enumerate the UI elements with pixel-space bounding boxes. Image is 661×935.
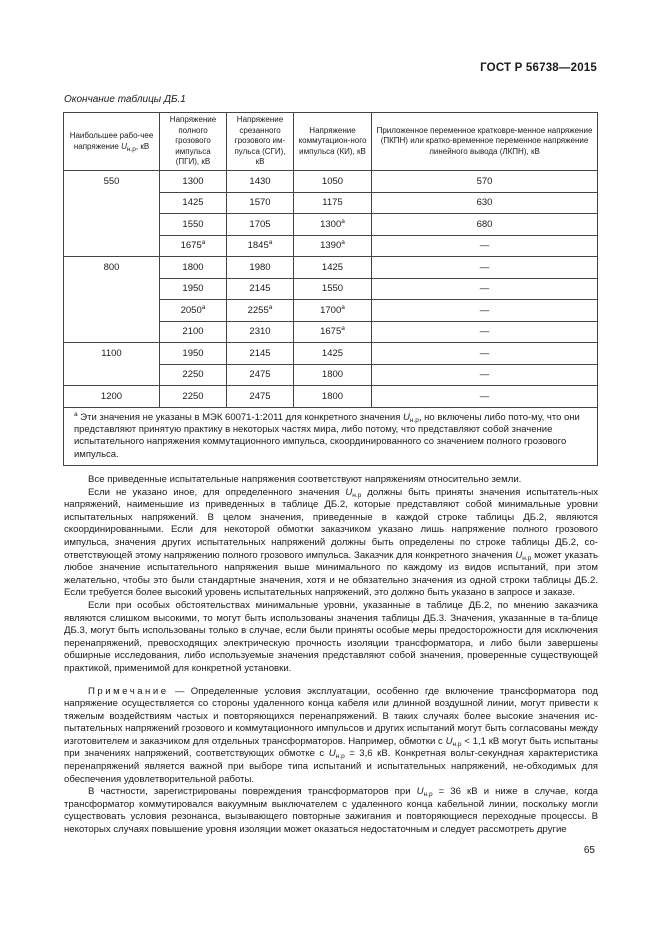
footnote-mark: a xyxy=(201,303,206,311)
note-label: Примечание xyxy=(88,685,169,697)
cell-sgi: 1430 xyxy=(227,171,294,193)
cell-ki: 1425 xyxy=(294,343,372,365)
cell-kpn: — xyxy=(372,300,598,322)
table-row xyxy=(64,214,598,236)
cell-pgi: 1300 xyxy=(160,171,227,193)
table-footnote: $^a$ Эти значения не указаны в МЭК 60071-1:2011 для конкретного значения $U_{н.р}$, но включены либо пото-му, что они представляют принятую практику в некоторых частях мира, либо потому, что представляют собой значение испытательного напряжения коммутационного импульса, скоординированного со значением полного грозового импульса. xyxy=(64,407,598,466)
cell-um xyxy=(64,300,160,322)
cell-um: 550 xyxy=(64,171,160,193)
cell-pgi: 1950 xyxy=(160,343,227,365)
cell-sgi: 1845$^a$ xyxy=(227,235,294,257)
cell-ki: 1175 xyxy=(294,192,372,214)
cell-pgi: 2100 xyxy=(160,321,227,343)
cell-um xyxy=(64,364,160,386)
cell-sgi: 1570 xyxy=(227,192,294,214)
table-row xyxy=(64,321,598,343)
column-header-ki: Напряжение коммутацион-ного импульса (КИ), кВ xyxy=(294,113,372,171)
cell-sgi: 2310 xyxy=(227,321,294,343)
document-header: ГОСТ Р 56738—2015 xyxy=(480,62,597,74)
table-caption: Окончание таблицы ДБ.1 xyxy=(64,94,186,105)
cell-ki: 1425 xyxy=(294,257,372,279)
cell-kpn: — xyxy=(372,343,598,365)
column-header-sgi: Напряжение срезанного грозового им-пульса (СГИ), кВ xyxy=(227,113,294,171)
cell-um: 1200 xyxy=(64,386,160,408)
cell-pgi: 1950 xyxy=(160,278,227,300)
table-row xyxy=(64,171,598,193)
cell-ki: 1800 xyxy=(294,386,372,408)
cell-kpn: 680 xyxy=(372,214,598,236)
cell-kpn: 630 xyxy=(372,192,598,214)
column-header-kpn: Приложенное переменное кратковре-менное напряжение (ПКПН) или кратко-временное переменное напряжение линейного вывода (ЛКПН), кВ xyxy=(372,113,598,171)
cell-kpn: — xyxy=(372,364,598,386)
cell-kpn: — xyxy=(372,386,598,408)
cell-pgi: 2050$^a$ xyxy=(160,300,227,322)
table-row xyxy=(64,343,598,365)
cell-um: 1100 xyxy=(64,343,160,365)
note-paragraph: Примечание — Определенные условия эксплуатации, особенно где включение трансформатора под напряжение осуществляется со стороны удаленного конца кабеля или длинной воздушной линии, могут привести к тяжелым воздействиям частых и повторяющихся перенапряжений. В таких случаях более высокие значения ис-пытательных напряжений грозового и коммутационного импульсов и других испытаний могут быть согласованы между изготовителем и заказчиком для отдельных трансформаторов. Например, обмотки с $U_{н.р} < 1,1$ кВ могут быть испытаны при значениях напряжений, соответствующих обмотке с $U_{н.р} = 3,6$ кВ. Конкретная вольт-секундная характеристика перенапряжений является важной при выборе типа испытаний и испытательных напряжений, не-обходимых для обеспечения удовлетворительной работы. xyxy=(64,685,599,785)
footnote-mark: a xyxy=(268,239,273,247)
cell-ki: 1800 xyxy=(294,364,372,386)
table-row xyxy=(64,300,598,322)
cell-ki: 1050 xyxy=(294,171,372,193)
paragraph: Если при особых обстоятельствах минимальные уровни, указанные в таблице ДБ.2, по мнению заказчика являются слишком высокими, то могут быть использованы значения таблицы ДБ.3. Значения, указанные в та-блице ДБ.3, могут быть использованы только в случае, если были приняты особые меры предосторожности для исключения перенапряжений, превосходящих электрическую прочность изоляции трансформатора, и либо были завершены обширные исследования, либо используемые значения представляют собой значения, проверенные существующей практикой, применимой для конкретной установки. xyxy=(64,599,598,674)
page-number: 65 xyxy=(583,845,595,856)
cell-sgi: 1705 xyxy=(227,214,294,236)
cell-kpn: — xyxy=(372,278,598,300)
cell-kpn: — xyxy=(372,257,598,279)
column-header-pgi: Напряжение полного грозового импульса (ПГИ), кВ xyxy=(160,113,227,171)
footnote-mark: a xyxy=(341,217,345,225)
cell-pgi: 1425 xyxy=(160,192,227,214)
cell-sgi: 1980 xyxy=(227,257,294,279)
table-row xyxy=(64,386,598,408)
cell-kpn: — xyxy=(372,321,598,343)
cell-sgi: 2145 xyxy=(227,278,294,300)
cell-um xyxy=(64,214,160,236)
cell-ki: 1550 xyxy=(294,278,372,300)
cell-um xyxy=(64,192,160,214)
footnote-mark: a xyxy=(341,239,345,247)
table-row xyxy=(64,278,598,300)
table-row xyxy=(64,192,598,214)
body-text xyxy=(64,474,598,837)
cell-pgi: 2250 xyxy=(160,364,227,386)
footnote-mark: a xyxy=(341,325,345,333)
cell-pgi: 2250 xyxy=(160,386,227,408)
footnote-mark: a xyxy=(201,239,206,247)
paragraph: Все приведенные испытательные напряжения соответствуют напряжениям относительно земли. xyxy=(88,474,522,485)
cell-pgi: 1800 xyxy=(160,257,227,279)
table-row xyxy=(64,364,598,386)
cell-pgi: 1550 xyxy=(160,214,227,236)
table-row xyxy=(64,257,598,279)
cell-ki: 1300$^a$ xyxy=(294,214,372,236)
test-voltage-table xyxy=(63,112,598,466)
cell-um xyxy=(64,278,160,300)
cell-kpn: — xyxy=(372,235,598,257)
table-footnote-row xyxy=(64,407,598,466)
footnote-mark: a xyxy=(268,303,273,311)
cell-sgi: 2145 xyxy=(227,343,294,365)
cell-um: 800 xyxy=(64,257,160,279)
cell-sgi: 2475 xyxy=(227,364,294,386)
cell-sgi: 2255$^a$ xyxy=(227,300,294,322)
cell-um xyxy=(64,235,160,257)
column-header-um: Наибольшее рабо-чее напряжение $U_{н.р}$, кВ xyxy=(64,113,160,171)
paragraph: В частности, зарегистрированы повреждения трансформаторов при $U_{н.р} = 36$ кВ и ниже в случае, когда трансформатор коммутировался вакуумным выключателем с удаленного конца кабельной линии, поскольку могли существовать условия резонанса, вызывающего повторные зажигания и повторяющиеся переходные процессы. В некоторых случаях повышение уровня изоляции может оказаться недостаточным и следует рассмотреть другие xyxy=(64,786,598,836)
table-row xyxy=(64,235,598,257)
cell-ki: 1700$^a$ xyxy=(294,300,372,322)
cell-pgi: 1675$^a$ xyxy=(160,235,227,257)
table-header-row xyxy=(64,113,598,171)
cell-kpn: 570 xyxy=(372,171,598,193)
cell-sgi: 2475 xyxy=(227,386,294,408)
cell-ki: 1675$^a$ xyxy=(294,321,372,343)
cell-ki: 1390$^a$ xyxy=(294,235,372,257)
footnote-mark: a xyxy=(341,303,345,311)
cell-um xyxy=(64,321,160,343)
paragraph: Если не указано иное, для определенного значения $U_{н.р}$ должны быть приняты значения испытатель-ных напряжений, наименьшие из приведенных в таблице ДБ.2, которые представляют собой минимальные уровни испытательных напряжений. В целом значения, приведенные в каждой строке таблицы ДБ.2, являются скоординированными. Если для некоторой обмотки заказчиком указано лишь напряжение полного грозового импульса, значения других испытательных напряжений должны быть определены по строке таблицы ДБ.2, со-ответствующей этому напряжению полного грозового импульса. Заказчик для конкретного значения $U_{н.р}$ может указать любое значение испытательного напряжения выше минимального по каждому из видов испытаний, при этом желательно, чтобы это были стандартные значения, хотя и не обязательно значения из одной строки таблицы ДБ.2. Если требуется более высокий уровень испытательных напряжений, это должно быть указано в запросе и заказе. xyxy=(64,486,599,599)
